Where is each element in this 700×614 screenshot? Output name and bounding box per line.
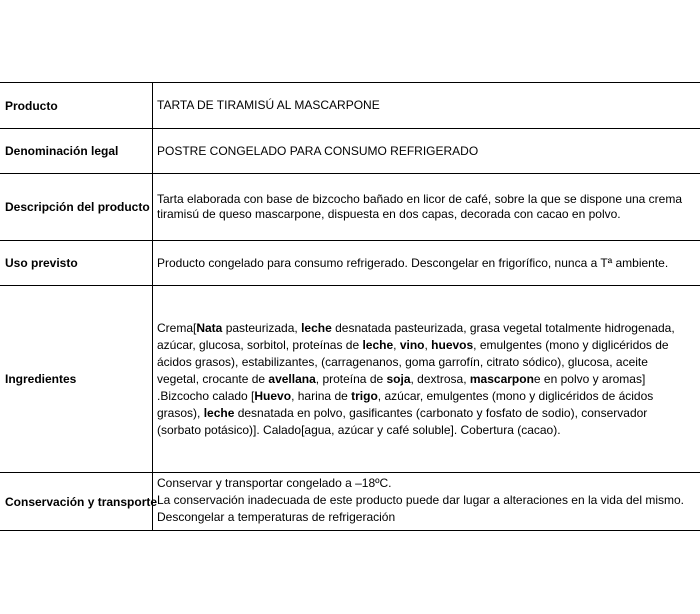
label-ingredientes: Ingredientes (0, 286, 153, 472)
value-descripcion-producto (153, 174, 700, 240)
ingredient-allergen: leche (203, 405, 235, 420)
ingredient-text-run: pasteurizada, (222, 320, 302, 335)
row-producto (0, 83, 700, 128)
ingredient-text-run: , (393, 337, 400, 352)
ingredient-allergen: Nata (196, 320, 223, 335)
ingredient-allergen: leche (362, 337, 394, 352)
ingredient-allergen: avellana (268, 371, 316, 386)
ingredient-text-run: , proteína de (315, 371, 387, 386)
value-uso-previsto (153, 241, 700, 285)
value-producto (153, 83, 700, 128)
conservacion-line: La conservación inadecuada de este producto puede dar lugar a alteraciones en la vida del mismo. (157, 493, 685, 507)
ingredient-text-run: desnatada en polvo, gasificantes (carbonato y fosfato de sodio), conservador (sorbato potásico)]. Calado[agua, azúcar y café soluble]. Cobertura (cacao). (157, 405, 648, 437)
ingredient-text-run: , (424, 337, 432, 352)
ingredient-allergen: huevos (431, 337, 474, 352)
ingredient-allergen: leche (301, 320, 332, 335)
label-producto: Producto (0, 83, 153, 128)
label-denominacion-legal: Denominación legal (0, 129, 153, 173)
ingredient-text-run: , harina de (291, 388, 352, 403)
ingredient-text-run: Crema[ (157, 320, 197, 335)
conservacion-line: Conservar y transportar congelado a –18ºC. (157, 476, 392, 490)
ingredient-allergen: vino (399, 337, 425, 352)
product-spec-table (0, 82, 700, 531)
ingredient-allergen: trigo (351, 388, 378, 403)
label-descripcion-producto: Descripción del producto (0, 174, 153, 240)
ingredient-allergen: Huevo (254, 388, 292, 403)
row-denominacion-legal (0, 128, 700, 173)
label-uso-previsto: Uso previsto (0, 241, 153, 285)
row-uso-previsto (0, 240, 700, 285)
ingredients-text (157, 320, 692, 439)
ingredient-text-run: , emulgentes (mono y diglicéridos de ácidos grasos), estabilizantes, (carragenanos, goma garrofín, citrato sódico), glucosa, aceite vegetal, crocante de (157, 337, 669, 386)
value-producto-text: TARTA DE TIRAMISÚ AL MASCARPONE (157, 98, 380, 112)
ingredient-allergen: soja (386, 371, 411, 386)
value-denominacion-legal (153, 129, 700, 173)
row-ingredientes (0, 285, 700, 472)
ingredient-text-run: , dextrosa, (410, 371, 470, 386)
value-uso-previsto-text: Producto congelado para consumo refrigerado. Descongelar en frigorífico, nunca a Tª ambiente. (157, 255, 669, 270)
value-ingredientes (153, 286, 700, 472)
ingredient-text-run: e en polvo y aromas] .Bizcocho calado [ (157, 371, 646, 403)
ingredient-text-run: desnatada pasteurizada, grasa vegetal totalmente hidrogenada, azúcar, glucosa, sorbitol, proteínas de (157, 320, 675, 352)
conservacion-line: Descongelar a temperaturas de refrigeración (157, 510, 396, 524)
value-denominacion-legal-text: POSTRE CONGELADO PARA CONSUMO REFRIGERADO (157, 143, 479, 158)
row-conservacion-transporte (0, 472, 700, 530)
ingredient-text-run: , azúcar, emulgentes (mono y diglicéridos de ácidos grasos), (157, 388, 654, 420)
label-conservacion-transporte: Conservación y transporte (0, 473, 153, 530)
ingredient-allergen: mascarpon (469, 371, 534, 386)
value-descripcion-producto-text: Tarta elaborada con base de bizcocho bañado en licor de café, sobre la que se dispone una crema tiramisú de queso mascarpone, dispuesta en dos capas, decorada con cacao en polvo. (157, 192, 683, 221)
row-descripcion-producto (0, 173, 700, 240)
value-conservacion-transporte (153, 473, 700, 530)
